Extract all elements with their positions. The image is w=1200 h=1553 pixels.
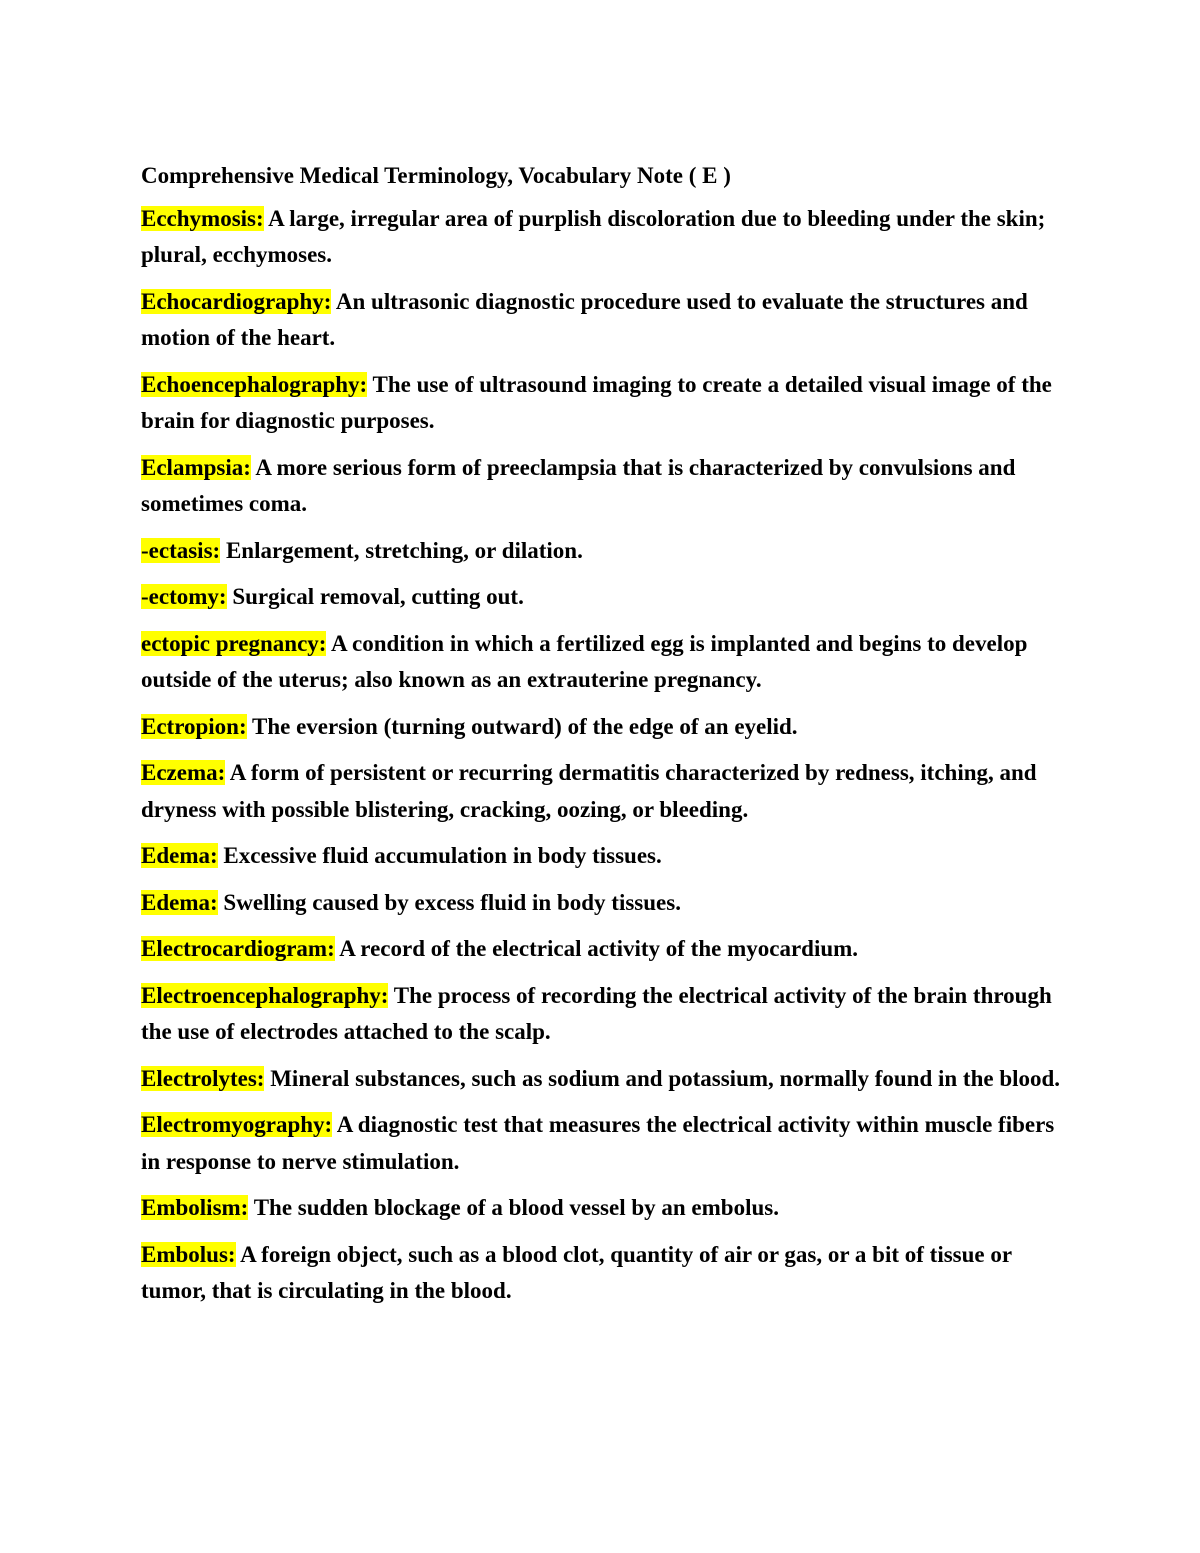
glossary-entry xyxy=(141,1237,1066,1310)
glossary-entry xyxy=(141,450,1066,523)
glossary-definition: An ultrasonic diagnostic procedure used to evaluate the structures and motion of the heart. xyxy=(141,288,1028,350)
glossary-entry xyxy=(141,885,1066,922)
glossary-entry xyxy=(141,367,1066,440)
glossary-entry xyxy=(141,626,1066,699)
glossary-definition: Excessive fluid accumulation in body tissues. xyxy=(223,843,662,868)
glossary-entry xyxy=(141,1107,1066,1180)
document-title: Comprehensive Medical Terminology, Vocabulary Note ( E ) xyxy=(141,163,731,188)
glossary-term: Ecchymosis: xyxy=(141,205,264,231)
glossary-entry xyxy=(141,1061,1066,1098)
document-page xyxy=(141,158,1066,1320)
glossary-term: Ectropion: xyxy=(141,713,247,739)
glossary-definition: Surgical removal, cutting out. xyxy=(232,584,524,609)
glossary-term: ectopic pregnancy: xyxy=(141,630,327,656)
glossary-definition: A diagnostic test that measures the electrical activity within muscle fibers in response to nerve stimulation. xyxy=(141,1112,1055,1174)
glossary-definition: A large, irregular area of purplish discoloration due to bleeding under the skin; plural, ecchymoses. xyxy=(141,205,1046,267)
glossary-term: -ectasis: xyxy=(141,537,221,563)
glossary-definition: The sudden blockage of a blood vessel by an embolus. xyxy=(253,1195,779,1220)
glossary-term: Embolism: xyxy=(141,1195,249,1220)
glossary-entry xyxy=(141,201,1066,274)
glossary-term: Electroencephalography: xyxy=(141,982,389,1008)
glossary-entry xyxy=(141,978,1066,1051)
glossary-entry xyxy=(141,579,1066,616)
glossary-term: Electromyography: xyxy=(141,1112,333,1137)
glossary-entry xyxy=(141,533,1066,570)
glossary-term: Electrocardiogram: xyxy=(141,936,335,961)
glossary-entry xyxy=(141,284,1066,357)
glossary-definition: The process of recording the electrical activity of the brain through the use of electrodes attached to the scalp. xyxy=(141,982,1052,1044)
glossary-definition: The eversion (turning outward) of the edge of an eyelid. xyxy=(251,713,798,739)
glossary-definition: Swelling caused by excess fluid in body tissues. xyxy=(223,889,681,915)
glossary-definition: The use of ultrasound imaging to create a detailed visual image of the brain for diagnostic purposes. xyxy=(141,371,1052,433)
glossary-term: Embolus: xyxy=(141,1241,236,1267)
glossary-entry xyxy=(141,931,1066,968)
glossary-definition: A more serious form of preeclampsia that is characterized by convulsions and sometimes coma. xyxy=(141,454,1016,516)
glossary-definition: A record of the electrical activity of the myocardium. xyxy=(339,936,859,961)
glossary-definition: Mineral substances, such as sodium and potassium, normally found in the blood. xyxy=(270,1065,1061,1091)
glossary-term: -ectomy: xyxy=(141,584,227,609)
glossary-definition: A condition in which a fertilized egg is implanted and begins to develop outside of the uterus; also known as an extrauterine pregnancy. xyxy=(141,630,1028,692)
glossary-term: Electrolytes: xyxy=(141,1065,265,1091)
glossary-term: Echoencephalography: xyxy=(141,371,368,397)
glossary-entry xyxy=(141,838,1066,875)
glossary-entry xyxy=(141,1190,1066,1227)
glossary-term: Echocardiography: xyxy=(141,288,332,314)
glossary-term: Edema: xyxy=(141,843,218,868)
glossary-term: Edema: xyxy=(141,889,218,915)
glossary-definition: Enlargement, stretching, or dilation. xyxy=(225,537,583,563)
glossary-term: Eczema: xyxy=(141,760,226,785)
glossary-definition: A form of persistent or recurring dermatitis characterized by redness, itching, and dryness with possible blistering, cracking, oozing, or bleeding. xyxy=(141,760,1037,822)
glossary-entry xyxy=(141,755,1066,828)
glossary-entry xyxy=(141,709,1066,746)
glossary-term: Eclampsia: xyxy=(141,454,251,480)
glossary-definition: A foreign object, such as a blood clot, quantity of air or gas, or a bit of tissue or tumor, that is circulating in the blood. xyxy=(141,1241,1012,1303)
